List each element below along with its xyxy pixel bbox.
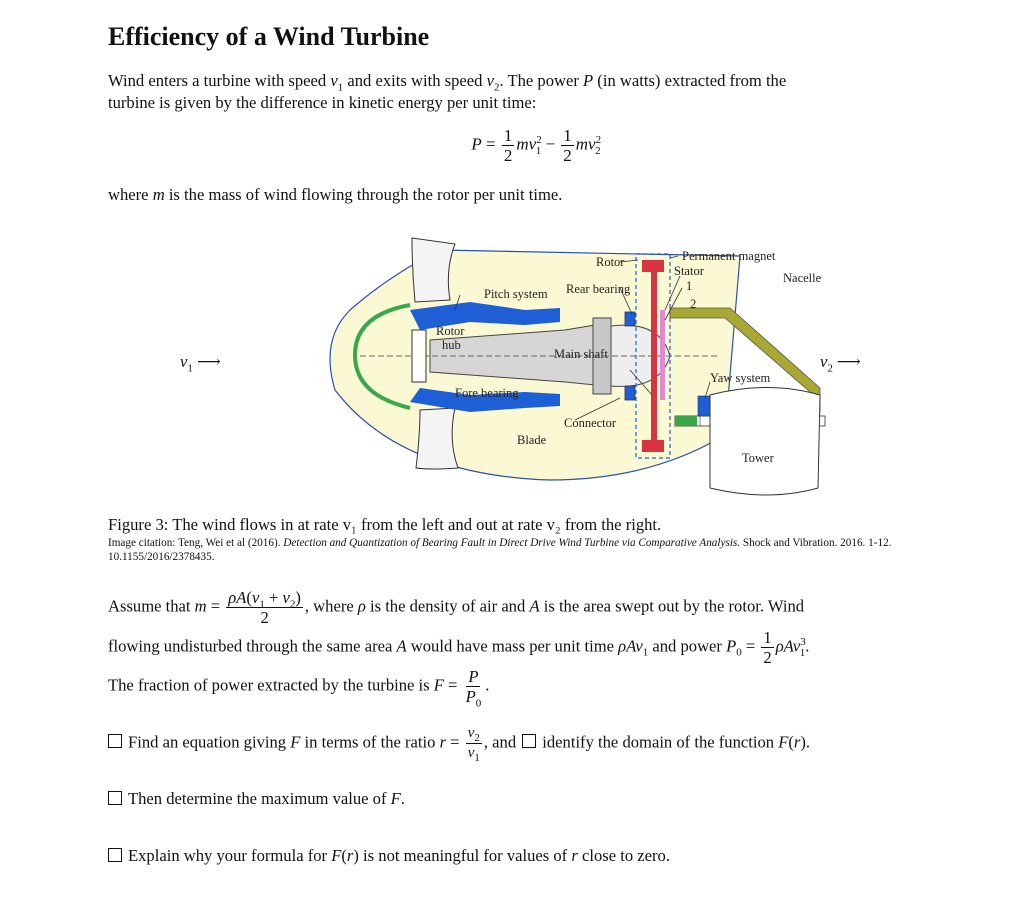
assume-line-1: Assume that m = $\frac{\rho A(v_1 + v_2)}{2}$ , where ρ is the density of air and A is the area swept out by the rotor. Wind [108,588,805,627]
v1-arrow-label: $v_1$ ⟶ [180,352,221,375]
task-2-checkbox[interactable] [108,791,122,805]
intro-text: . The power [499,71,584,90]
task-text: identify the domain of the function [542,732,779,752]
where-line: where m is the mass of wind flowing through the rotor per unit time. [108,185,563,204]
assume-line-2: flowing undisturbed through the same area A would have mass per unit time ρAv$_1$ and power $P_0$ = $\frac{1}{2}$ ρAv$^3_1$. [108,628,810,667]
assume-line-3: The fraction of power extracted by the turbine is F = $\frac{P}{P_0}$ . [108,667,490,710]
rear-bearing-block-2 [625,386,635,400]
task-2: Then determine the maximum value of F. [108,788,405,810]
task-1b-checkbox[interactable] [522,734,536,748]
intro-text: and exits with speed [343,71,487,90]
task-text: Find an equation giving [128,732,291,752]
label-fore-bearing: Fore bearing [455,386,519,400]
power-equation: P = $\frac{1}{2}$ $mv^2_1$ − $\frac{1}{2}$ $mv^2_2$ [471,126,602,165]
task-text: , and [483,732,521,752]
label-rotor-hub-line1: Rotor [436,324,465,338]
wind-turbine-diagram [320,230,856,500]
task-text: Explain why your formula for [128,846,332,865]
assume-text: is the density of air and [365,596,530,616]
intro-paragraph-line2: turbine is given by the difference in kinetic energy per unit time: [108,93,537,112]
label-connector: Connector [564,416,617,430]
task-3-checkbox[interactable] [108,848,122,862]
figure-citation [108,536,968,564]
citation-text: Image citation: Teng, Wei et al (2016). [108,537,284,549]
citation-title: Detection and Quantization of Bearing Fault in Direct Drive Wind Turbine via Comparative Analysis. [283,537,741,549]
label-tower: Tower [742,451,774,465]
label-pitch-system: Pitch system [484,287,548,301]
task-1-checkbox[interactable] [108,734,122,748]
label-main-shaft: Main shaft [554,347,608,361]
task-text: Then determine the maximum value of [128,789,391,808]
intro-text: (in watts) extracted from the [593,71,787,90]
assume-text: would have mass per unit time [406,636,619,656]
label-permanent-magnet: Permanent magnet [682,249,776,263]
v2-arrow-label: $v_2$ ⟶ [820,352,861,375]
label-blade: Blade [517,433,547,447]
assume-text: flowing undisturbed through the same area [108,636,397,656]
assume-text: , where [304,596,358,616]
fore-bearing-block [412,330,426,382]
blade [412,238,455,302]
rotor-red-bottom [642,440,664,452]
task-3: Explain why your formula for F(r) is not meaningful for values of r close to zero. [108,845,670,867]
rear-bearing-block [625,312,635,326]
stator-pink [660,310,665,400]
intro-paragraph: Wind enters a turbine with speed $v_1$ and exits with speed $v_2$. The power P (in watts) extracted from the [108,71,787,94]
label-number-1: 1 [686,279,693,293]
label-number-2: 2 [690,297,697,311]
page-title: Efficiency of a Wind Turbine [108,22,430,51]
tower [710,388,820,496]
label-rotor-hub-line2: hub [442,338,461,352]
where-text: where [108,185,153,204]
where-text: is the mass of wind flowing through the rotor per unit time. [164,185,563,204]
task-text: close to zero. [577,846,670,865]
label-nacelle: Nacelle [783,271,822,285]
intro-text: Wind enters a turbine with speed [108,71,331,90]
task-1: Find an equation giving F in terms of the ratio r = $\frac{v_2}{v_1}$ , and identify the domain of the function F(r). [108,724,810,763]
citation-source: Shock and Vibration. 2016. 1-12. 10.1155/2016/2378435. [108,537,892,563]
task-text: in terms of the ratio [300,732,440,752]
rotor-red-bar [651,270,657,450]
assume-text: The fraction of power extracted by the turbine is [108,675,434,695]
assume-text: is the area swept out by the rotor. Wind [539,596,805,616]
label-rotor: Rotor [596,255,625,269]
assume-text: and power [648,636,727,656]
label-yaw-system: Yaw system [710,371,771,385]
label-stator: Stator [674,264,704,278]
label-rear-bearing: Rear bearing [566,282,631,296]
blade-lower [416,408,458,469]
assume-text: Assume that [108,596,195,616]
figure-caption: Figure 3: The wind flows in at rate v₁ from the left and out at rate v₂ from the right. [108,515,662,534]
task-text: is not meaningful for values of [358,846,572,865]
yaw-green [675,416,697,426]
